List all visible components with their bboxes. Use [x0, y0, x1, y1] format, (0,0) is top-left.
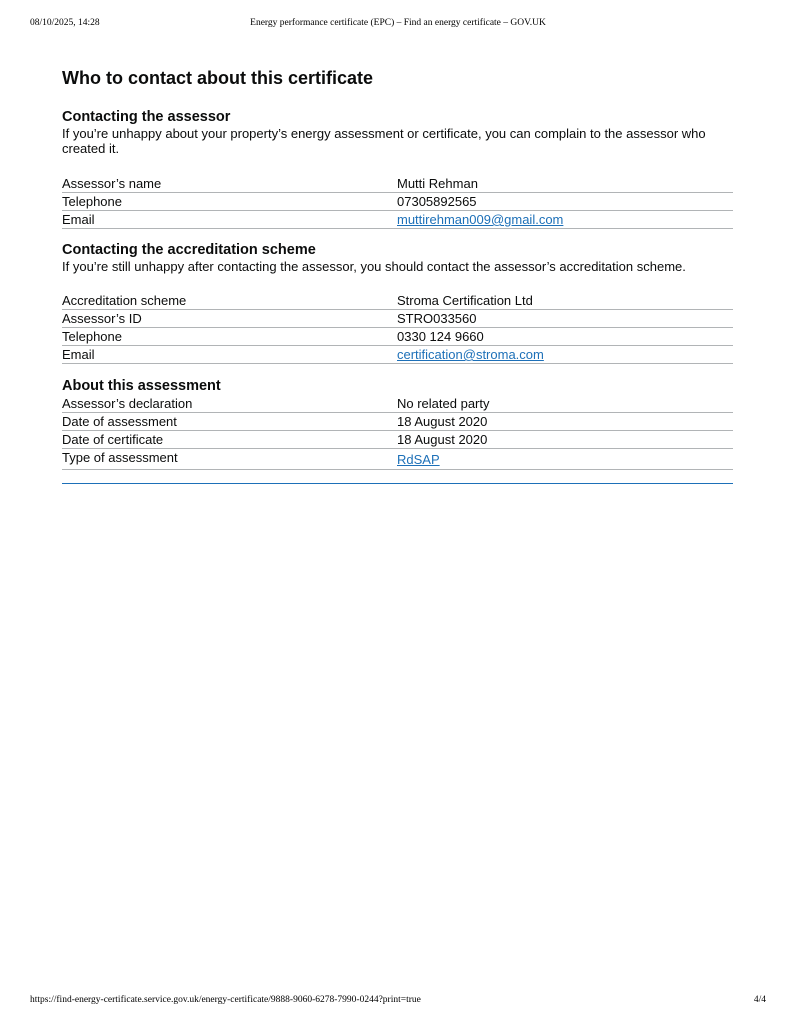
summary-row-assessor-name [62, 175, 733, 193]
summary-row-date-of-certificate [62, 431, 733, 449]
scheme-section-description: If you’re still unhappy after contacting the assessor, you should contact the assessor’s accreditation scheme. [62, 259, 686, 274]
assessment-type-link[interactable]: RdSAP [397, 452, 440, 467]
summary-row-assessor-telephone [62, 193, 733, 211]
scheme-email-link[interactable]: certification@stroma.com [397, 347, 544, 362]
summary-value: Stroma Certification Ltd [397, 293, 533, 308]
print-header [30, 18, 766, 32]
summary-key: Date of certificate [62, 432, 164, 447]
scheme-section [62, 241, 733, 364]
summary-row-scheme-email [62, 346, 733, 364]
summary-row-date-of-assessment [62, 413, 733, 431]
summary-row-accreditation-scheme [62, 292, 733, 310]
assessor-section-heading: Contacting the assessor [62, 109, 231, 125]
summary-row-assessor-email [62, 211, 733, 229]
summary-value: STRO033560 [397, 311, 477, 326]
summary-value: 07305892565 [397, 194, 477, 209]
assessment-section [62, 377, 733, 484]
summary-key: Email [62, 347, 95, 362]
summary-value: 18 August 2020 [397, 414, 488, 429]
assessment-section-heading: About this assessment [62, 378, 221, 394]
summary-row-assessor-declaration [62, 395, 733, 413]
assessor-email-link[interactable]: muttirehman009@gmail.com [397, 212, 564, 227]
summary-key: Email [62, 212, 95, 227]
summary-row-scheme-telephone [62, 328, 733, 346]
summary-key: Assessor’s declaration [62, 396, 193, 411]
assessor-section [62, 108, 733, 229]
summary-key: Assessor’s name [62, 176, 162, 191]
print-datetime: 08/10/2025, 14:28 [30, 18, 100, 28]
summary-key: Telephone [62, 194, 122, 209]
section-divider [62, 483, 733, 484]
summary-key: Date of assessment [62, 414, 177, 429]
summary-value: Mutti Rehman [397, 176, 478, 191]
main-content [62, 66, 733, 484]
summary-value: No related party [397, 396, 490, 411]
summary-key: Accreditation scheme [62, 293, 187, 308]
summary-value: 0330 124 9660 [397, 329, 484, 344]
assessment-summary-list [62, 395, 733, 470]
summary-row-assessor-id [62, 310, 733, 328]
summary-key: Telephone [62, 329, 122, 344]
summary-value: 18 August 2020 [397, 432, 488, 447]
print-footer [30, 995, 766, 1009]
summary-row-type-of-assessment [62, 449, 733, 470]
summary-key: Assessor’s ID [62, 311, 142, 326]
print-url: https://find-energy-certificate.service.gov.uk/energy-certificate/9888-9060-6278-7990-0244?print=true [30, 995, 421, 1005]
print-page-title: Energy performance certificate (EPC) – Find an energy certificate – GOV.UK [250, 18, 546, 28]
scheme-summary-list [62, 292, 733, 364]
summary-key: Type of assessment [62, 450, 178, 465]
assessor-summary-list [62, 175, 733, 229]
scheme-section-heading: Contacting the accreditation scheme [62, 242, 316, 258]
page-title: Who to contact about this certificate [62, 68, 374, 88]
print-page-number: 4/4 [753, 995, 766, 1005]
assessor-section-description: If you’re unhappy about your property’s energy assessment or certificate, you can complain to the assessor who created it. [62, 126, 706, 156]
